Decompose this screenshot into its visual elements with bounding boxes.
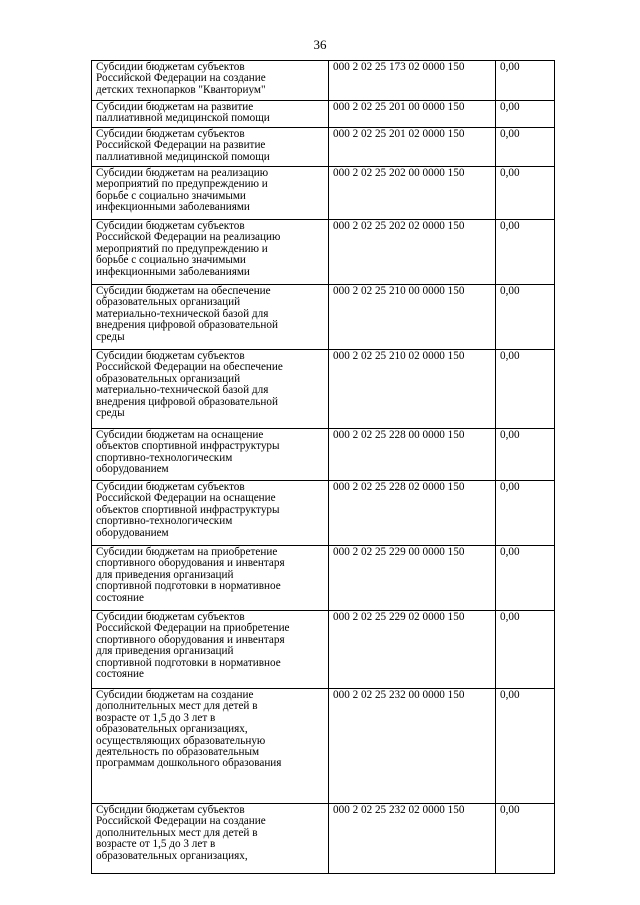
subsidy-name-line: Субсидии бюджетам субъектов	[96, 804, 245, 816]
amount-cell: 0,00	[496, 429, 555, 481]
subsidy-name-line: Российской Федерации на оснащение	[96, 492, 276, 505]
subsidy-name-line: дополнительных мест для детей в	[96, 826, 258, 839]
subsidy-name-line: борьбе с социально значимыми	[96, 254, 246, 267]
page-number: 36	[313, 37, 327, 52]
table-row	[92, 61, 555, 101]
subsidy-name-line: Субсидии бюджетам субъектов	[96, 220, 245, 232]
amount-cell: 0,00	[496, 481, 555, 546]
subsidy-name-line: Субсидии бюджетам субъектов	[96, 611, 245, 623]
subsidy-name-line: объектов спортивной инфраструктуры	[96, 503, 280, 516]
budget-code-cell: 000 2 02 25 201 02 0000 150	[329, 128, 496, 167]
budget-code-cell: 000 2 02 25 173 02 0000 150	[329, 61, 496, 101]
subsidy-name-line: Российской Федерации на создание	[96, 815, 266, 828]
subsidy-name-line: для приведения организаций	[96, 645, 234, 658]
subsidy-name-line: Субсидии бюджетам субъектов	[96, 128, 245, 140]
subsidy-name-line: внедрения цифровой образовательной	[96, 319, 278, 332]
budget-code-cell: 000 2 02 25 202 00 0000 150	[329, 167, 496, 220]
table-row	[92, 350, 555, 429]
subsidy-name-line: возрасте от 1,5 до 3 лет в	[96, 711, 216, 724]
budget-code-cell: 000 2 02 25 201 00 0000 150	[329, 101, 496, 128]
subsidy-name-line: спортивно-технологическим	[96, 451, 233, 464]
amount-cell: 0,00	[496, 167, 555, 220]
subsidy-name-cell	[92, 61, 329, 101]
subsidy-name-line: Субсидии бюджетам субъектов	[96, 61, 245, 73]
budget-code-cell: 000 2 02 25 202 02 0000 150	[329, 220, 496, 285]
amount-cell: 0,00	[496, 804, 555, 874]
subsidy-name-line: Субсидии бюджетам субъектов	[96, 350, 245, 362]
subsidy-name-line: программам дошкольного образования	[96, 757, 282, 770]
subsidy-name-line: состояние	[96, 591, 145, 604]
budget-code-cell: 000 2 02 25 232 00 0000 150	[329, 689, 496, 804]
table-row	[92, 481, 555, 546]
table-row	[92, 167, 555, 220]
subsidy-name-cell	[92, 101, 329, 128]
subsidy-name-cell	[92, 429, 329, 481]
amount-cell: 0,00	[496, 61, 555, 101]
subsidy-name-cell	[92, 611, 329, 689]
subsidy-name-line: среды	[96, 330, 125, 343]
amount-cell: 0,00	[496, 285, 555, 350]
amount-cell: 0,00	[496, 611, 555, 689]
subsidy-name-line: объектов спортивной инфраструктуры	[96, 440, 280, 453]
subsidy-name-line: образовательных организациях,	[96, 723, 248, 736]
subsidy-name-line: борьбе с социально значимыми	[96, 189, 246, 202]
table-row	[92, 101, 555, 128]
table-row	[92, 546, 555, 611]
amount-cell: 0,00	[496, 689, 555, 804]
subsidy-name-line: Субсидии бюджетам на оснащение	[96, 429, 264, 441]
table-row	[92, 689, 555, 804]
amount-cell: 0,00	[496, 101, 555, 128]
table-row	[92, 429, 555, 481]
budget-code-cell: 000 2 02 25 232 02 0000 150	[329, 804, 496, 874]
subsidy-name-line: Российской Федерации на приобретение	[96, 622, 290, 635]
subsidy-name-line: Субсидии бюджетам на реализацию	[96, 167, 269, 179]
subsidy-name-line: дополнительных мест для детей в	[96, 700, 258, 713]
subsidy-name-line: материально-технической базой для	[96, 384, 269, 397]
subsidy-name-line: среды	[96, 407, 125, 420]
subsidy-name-cell	[92, 546, 329, 611]
subsidy-name-line: Российской Федерации на развитие	[96, 139, 266, 152]
budget-code-cell: 000 2 02 25 228 00 0000 150	[329, 429, 496, 481]
budget-table-body	[92, 61, 555, 874]
subsidy-name-line: образовательных организаций	[96, 296, 241, 309]
subsidy-name-line: инфекционными заболеваниями	[96, 201, 250, 214]
subsidy-name-line: материально-технической базой для	[96, 307, 269, 320]
subsidy-name-line: состояние	[96, 668, 145, 681]
subsidy-name-cell	[92, 285, 329, 350]
subsidy-name-line: деятельность по образовательным	[96, 746, 260, 759]
subsidy-name-line: инфекционными заболеваниями	[96, 265, 250, 278]
subsidy-name-line: осуществляющих образовательную	[96, 734, 266, 747]
subsidy-name-line: Субсидии бюджетам на создание	[96, 689, 254, 701]
table-row	[92, 804, 555, 874]
subsidy-name-line: спортивной подготовки в нормативное	[96, 656, 281, 669]
subsidy-name-cell	[92, 350, 329, 429]
table-row	[92, 285, 555, 350]
subsidy-name-line: внедрения цифровой образовательной	[96, 395, 278, 408]
table-row	[92, 220, 555, 285]
subsidy-name-cell	[92, 689, 329, 804]
subsidy-name-line: мероприятий по предупреждению и	[96, 242, 268, 255]
subsidy-name-line: спортивного оборудования и инвентаря	[96, 633, 285, 646]
subsidy-name-line: детских технопарков "Кванториум"	[96, 83, 266, 96]
table-row	[92, 611, 555, 689]
subsidy-name-cell	[92, 128, 329, 167]
subsidy-name-line: спортивного оборудования и инвентаря	[96, 557, 285, 570]
budget-code-cell: 000 2 02 25 210 02 0000 150	[329, 350, 496, 429]
budget-code-cell: 000 2 02 25 229 02 0000 150	[329, 611, 496, 689]
subsidy-name-line: Субсидии бюджетам на приобретение	[96, 546, 278, 558]
amount-cell: 0,00	[496, 350, 555, 429]
subsidy-name-line: Субсидии бюджетам на обеспечение	[96, 285, 271, 297]
subsidy-name-cell	[92, 481, 329, 546]
subsidy-name-cell	[92, 167, 329, 220]
subsidy-name-line: Российской Федерации на создание	[96, 72, 266, 85]
subsidy-name-line: Российской Федерации на реализацию	[96, 231, 281, 244]
subsidy-name-line: Субсидии бюджетам на развитие	[96, 101, 254, 113]
subsidy-name-line: для приведения организаций	[96, 568, 234, 581]
subsidy-name-cell	[92, 220, 329, 285]
subsidy-name-line: спортивно-технологическим	[96, 515, 233, 528]
subsidy-name-line: Российской Федерации на обеспечение	[96, 361, 283, 374]
budget-table	[91, 60, 555, 874]
amount-cell: 0,00	[496, 128, 555, 167]
subsidy-name-line: спортивной подготовки в нормативное	[96, 580, 281, 593]
table-row	[92, 128, 555, 167]
subsidy-name-line: возрасте от 1,5 до 3 лет в	[96, 838, 216, 851]
subsidy-name-line: образовательных организациях,	[96, 849, 248, 862]
amount-cell: 0,00	[496, 546, 555, 611]
subsidy-name-line: оборудованием	[96, 526, 169, 539]
subsidy-name-line: паллиативной медицинской помощи	[96, 112, 270, 125]
subsidy-name-line: оборудованием	[96, 463, 169, 476]
subsidy-name-line: мероприятий по предупреждению и	[96, 178, 268, 191]
subsidy-name-line: паллиативной медицинской помощи	[96, 150, 270, 163]
budget-code-cell: 000 2 02 25 229 00 0000 150	[329, 546, 496, 611]
subsidy-name-line: Субсидии бюджетам субъектов	[96, 481, 245, 493]
subsidy-name-line: образовательных организаций	[96, 372, 241, 385]
amount-cell: 0,00	[496, 220, 555, 285]
budget-code-cell: 000 2 02 25 228 02 0000 150	[329, 481, 496, 546]
budget-code-cell: 000 2 02 25 210 00 0000 150	[329, 285, 496, 350]
subsidy-name-cell	[92, 804, 329, 874]
